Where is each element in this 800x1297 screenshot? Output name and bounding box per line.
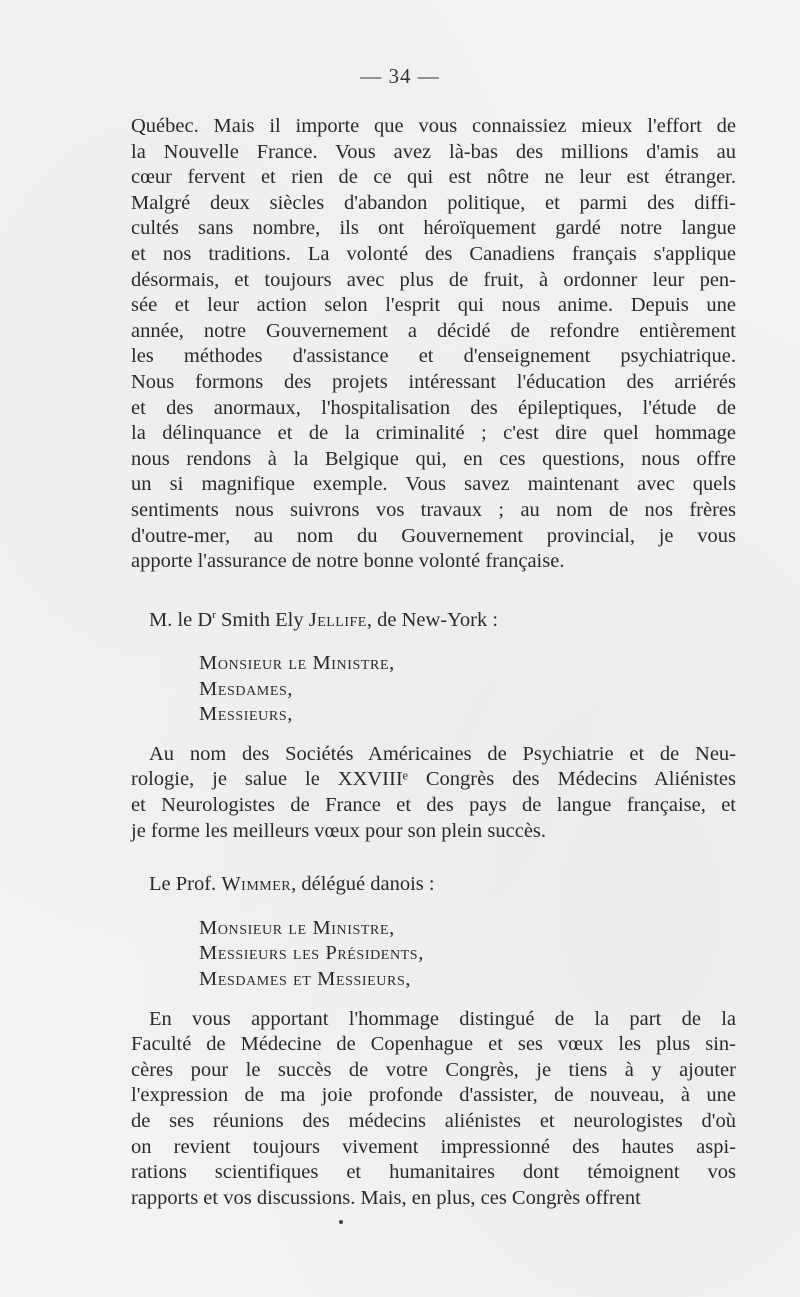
salutation-line: Mesdames et Messieurs, [199, 968, 412, 991]
text-line: désormais, et toujours avec plus de fruit, à ordonner leur pen- [131, 268, 736, 291]
text-line: Au nom des Sociétés Américaines de Psychiatrie et de Neu- [149, 742, 736, 765]
speaker-name-first: Smith Ely [215, 608, 309, 631]
speaker-jellife [131, 603, 736, 633]
speaker-name: Wimmer [221, 873, 292, 896]
text-line: on revient toujours vivement impressionné des hautes aspi- [131, 1135, 736, 1158]
text-line: Nous formons des projets intéressant l'éducation des arriérés [131, 370, 736, 393]
text-line: l'expression de ma joie profonde d'assister, de nouveau, à une [131, 1084, 736, 1107]
speaker-suffix: , de New-York : [366, 608, 499, 631]
text-line: cœur fervent et rien de ce qui est nôtre ne leur est étranger. [131, 166, 736, 189]
text-line: sée et leur action selon l'esprit qui nous anime. Depuis une [131, 294, 736, 317]
salutation-line: Mesdames, [199, 677, 294, 700]
salutation-line: Monsieur le Ministre, [199, 652, 395, 675]
text-line: de ses réunions des médecins aliénistes et neurologistes d'où [131, 1110, 736, 1133]
paragraph-jellife [131, 742, 736, 844]
text-line: rologie, je salue le XXVIIIᵉ Congrès des Médecins Aliénistes [131, 768, 736, 791]
speaker-name: Jellife [308, 608, 367, 631]
text-line: la Nouvelle France. Vous avez là-bas des millions d'amis au [131, 140, 736, 163]
text-line: et nos traditions. La volonté des Canadiens français s'applique [131, 242, 736, 265]
salutation-wimmer [131, 916, 736, 993]
ink-speck [339, 1220, 343, 1224]
text-line: sentiments nous suivrons vos travaux ; au nom de nos frères [131, 498, 736, 521]
text-line: apporte l'assurance de notre bonne volonté française. [131, 550, 565, 573]
text-line: Québec. Mais il importe que vous connaissiez mieux l'effort de [131, 115, 736, 137]
speaker-prefix: M. le D [149, 608, 213, 631]
text-line: je forme les meilleurs vœux pour son plein succès. [131, 819, 547, 842]
paragraph-wimmer [131, 1007, 736, 1212]
text-line: d'outre-mer, au nom du Gouvernement provincial, je vous [131, 524, 736, 547]
text-line: et des anormaux, l'hospitalisation des épileptiques, l'étude de [131, 396, 736, 419]
body-text [131, 114, 736, 1211]
page-number: — 34 — [360, 64, 440, 88]
text-line: et Neurologistes de France et des pays de langue française, et [131, 794, 736, 817]
salutation-line: Monsieur le Ministre, [199, 916, 395, 939]
text-line: la délinquance et de la criminalité ; c'est dire quel hommage [131, 422, 736, 445]
salutation-jellife [131, 651, 736, 728]
text-line: cères pour le succès de votre Congrès, je tiens à y ajouter [131, 1058, 736, 1081]
text-line: rations scientifiques et humanitaires dont témoignent vos [131, 1161, 736, 1184]
text-line: En vous apportant l'hommage distingué de la part de la [149, 1007, 736, 1030]
text-line: cultés sans nombre, ils ont héroïquement gardé notre langue [131, 217, 736, 240]
text-line: année, notre Gouvernement a décidé de refondre entièrement [131, 319, 736, 342]
text-line: rapports et vos discussions. Mais, en plus, ces Congrès offrent [131, 1186, 641, 1209]
paragraph-quebec [131, 114, 736, 575]
text-line: un si magnifique exemple. Vous savez maintenant avec quels [131, 473, 736, 496]
text-line: les méthodes d'assistance et d'enseignement psychiatrique. [131, 345, 736, 368]
speaker-sup: r [212, 608, 216, 621]
text-line: Malgré deux siècles d'abandon politique, et parmi des diffi- [131, 191, 736, 214]
salutation-line: Messieurs, [199, 703, 293, 726]
speaker-prefix: Le Prof. [149, 873, 222, 896]
speaker-suffix: , délégué danois : [291, 873, 435, 896]
speaker-wimmer [131, 872, 736, 898]
text-line: nous rendons à la Belgique qui, en ces questions, nous offre [131, 447, 736, 470]
salutation-line: Messieurs les Présidents, [199, 942, 424, 965]
text-line: Faculté de Médecine de Copenhague et ses vœux les plus sin- [131, 1033, 736, 1056]
